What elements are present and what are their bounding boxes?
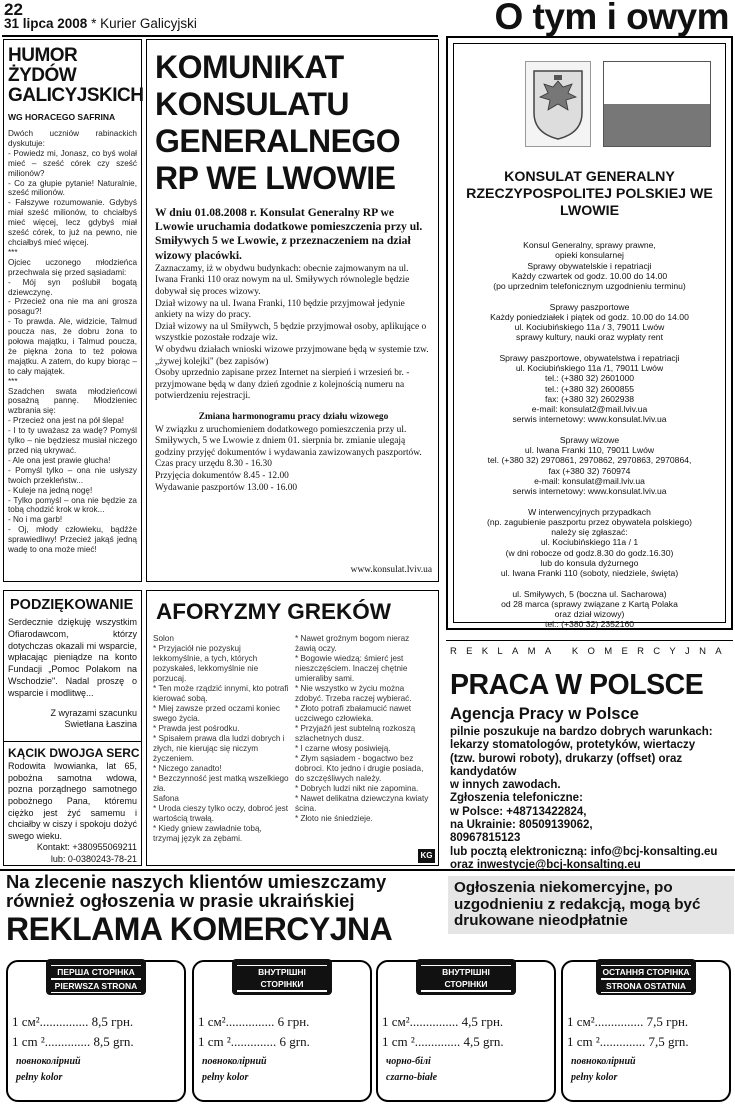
humor-author: WG HORACEGO SAFRINA bbox=[8, 112, 116, 122]
humor-title: HUMOR ŻYDÓW GALICYJSKICH bbox=[8, 45, 144, 106]
konsulat-inner-frame bbox=[453, 43, 726, 630]
price-card-tab bbox=[596, 959, 696, 995]
tab-pl: STRONA OSTATNIA bbox=[601, 979, 691, 993]
tab-ua: ВНУТРІШНІ СТОРІНКИ bbox=[421, 965, 511, 991]
price-card-tab bbox=[46, 959, 146, 995]
praca-body: pilnie poszukuje na bardzo dobrych warunkach: lekarzy stomatologów, protetyków, wiertaczy (tzw. burowi roboty), drukarzy (offset) oraz kandydatów w innych zawodach. Zgłoszenia telefoniczne: w Polsce: +48713422824, na Ukrainie: 80509139062, 80967815123 lub pocztą elektroniczną: info@bcj-konsalting.eu oraz inwestycje@bcj-konsalting.eu bbox=[450, 726, 718, 871]
tab-ua: ОСТАННЯ СТОРІНКА bbox=[602, 967, 690, 977]
thanks-signature-line1: Z wyrazami szacunku bbox=[50, 707, 137, 718]
kacik-contact-2: lub: 0-0380243-78-21 bbox=[50, 853, 137, 864]
humor-article bbox=[3, 39, 142, 582]
thanks-title: PODZIĘKOWANIE bbox=[10, 597, 134, 613]
aforyzmy-title: AFORYZMY GREKÓW bbox=[156, 599, 391, 624]
price-card-tab bbox=[416, 959, 516, 1015]
tab-ua: ПЕРША СТОРІНКА bbox=[51, 965, 141, 979]
price-uah: 1 см²............... 7,5 грн. bbox=[567, 1014, 689, 1029]
tab-pl: STRONY WEWNĘTRZNE bbox=[237, 991, 327, 1017]
thanks-text: Serdecznie dziękuję wszystkim Ofiarodawcom, którzy dotychczas okazali mi wsparcie, wpłacając pieniądze na konto Fundacji „Pomoc Polakom na Wschodzie". Nadal proszę o wsparcie i modlitwę... bbox=[8, 617, 137, 698]
komunikat-article bbox=[146, 39, 439, 582]
color-note: чорно-білі czarno-białe bbox=[386, 1056, 438, 1083]
tab-pl: STRONY WEWNĘTRZNE bbox=[421, 991, 511, 1017]
thanks-signature-line2: Swietłana Łaszina bbox=[64, 719, 137, 730]
komunikat-lead bbox=[155, 206, 432, 263]
komunikat-body2: W związku z uruchomieniem dodatkowego pomieszczenia przy ul. Smiływych, 5 we Lwowie z dniem 01. sierpnia br. zmianie ulegają godziny przyjęć dokumentów i wydawania zawizowanych paszportów. Czas pracy urzędu 8.30 - 16.30 Przyjęcia dokumentów 8.45 - 12.00 Wydawanie paszportów 13.00 - 16.00 bbox=[155, 424, 422, 493]
date-separator: * bbox=[91, 16, 97, 31]
divider bbox=[4, 741, 141, 742]
aforyzmy-col-2: * Nawet groźnym bogom nieraz żawią oczy. * Bogowie wiedzą: śmierć jest nieszczęściem. Inaczej chętnie umieraliby sami. * Nie wszystko w życiu można zdobyć. Trzeba raczej wybierać. * Złoto potrafi zbałamucić nawet uczciwego człowieka. * Przyjaźń jest subtelną rozkoszą szlachetnych dusz. * I czarne włosy posiwieją. * Złym sąsiadem - bogactwo bez dobroci. Kto jedno i drugie posiada, do szczęśliwych należy. * Dobrych ludzi nikt nie zapomina. * Nawet delikatna dziewczyna kwiaty ścina. * Złoto nie śniedzieje. bbox=[295, 634, 429, 823]
thanks-signature bbox=[8, 708, 137, 732]
polish-flag-icon bbox=[603, 61, 711, 147]
konsulat-contacts: Konsul Generalny, sprawy prawne, opieki konsularnej Sprawy obywatelskie i repatriacji Każdy czwartek od godz. 10.00 do 14.00 (po uprzednim telefonicznym uzgodnieniu terminu) Sprawy paszportowe Każdy poniedziałek i piątek od godz. 10.00 do 14.00 ul. Kociubińskiego 11a / 3, 79011 Lwów sprawy kultury, nauki oraz wypłaty rent Sprawy paszportowe, obywatelstwa i repatriacji ul. Kociubińskiego 11a /1, 79011 Lwów tel.: (+380 32) 2601000 tel.: (+380 32) 2600855 fax: (+380 32) 2602938 e-mail: konsulat2@mail.lviv.ua serwis internetowy: www.konsulat.lviv.ua Sprawy wizowe ul. Iwana Franki 110, 79011 Lwów tel. (+380 32) 2970861, 2970862, 2970863, 2970864, fax (+380 32) 760974 e-mail: konsulat@mail.lviv.ua serwis internetowy: www.konsulat.lviv.ua W interwencyjnych przypadkach (np. zagubienie paszportu przez obywatela polskiego) należy się zgłaszać: ul. Kociubińskiego 11a / 1 (w dni robocze od godz.8.30 do godz.16.30) lub do konsula dyżurnego ul. Iwana Franki 110 (soboty, niedziele, święta) ul. Smiływych, 5 (boczna ul. Sacharowa) od 28 marca (sprawy związane z Kartą Polaka oraz dział wizowy) tel.: (+380 32) 2352160 bbox=[487, 240, 692, 630]
non-commercial-note: Ogłoszenia niekomercyjne, po uzgodnieniu z redakcją, mogą być drukowane nieodpłatnie bbox=[448, 876, 734, 934]
kacik-contact-1: Kontakt: +380955069211 bbox=[36, 842, 137, 853]
color-note: повноколірний pełny kolor bbox=[202, 1056, 267, 1083]
aforyzmy-columns bbox=[153, 634, 432, 844]
issue-date: 31 lipca 2008 bbox=[4, 16, 88, 31]
price-card-inner-pages-color bbox=[192, 960, 372, 1102]
color-note: повноколірний pełny kolor bbox=[16, 1056, 81, 1083]
komunikat-body: Zaznaczamy, iż w obydwu budynkach: obecnie zajmowanym na ul. Iwana Franki 110 oraz nowym na ul. Smiływych równolegle będzie dobywał się proces wizowy. Dział wizowy na ul. Iwana Franki, 110 będzie przyjmował jedynie ankiety na wizy do pracy. Dział wizowy na ul Smiływch, 5 będzie przyjmował osoby, aplikujące o wszystkie pozostałe rodzaje wiz. W obydwu działach wnioski wizowe przyjmowane będą w systemie tzw. „żywej kolejki" (bez zapisów) Osoby uprzednio zapisane przez Internet na sierpień i wrzesień br. - przyjmowane będą w dany dzień zgodnie z kolejnością numeru na potwierdzeniu rejestracji. bbox=[155, 263, 429, 402]
praca-title: PRACA W POLSCE bbox=[450, 669, 704, 701]
praca-agency: Agencja Pracy w Polsce bbox=[450, 705, 639, 723]
color-note: повноколірний pełny kolor bbox=[571, 1056, 636, 1083]
humor-text: Dwóch uczniów rabinackich dyskutuje: - Powiedz mi, Jonasz, co byś wolał mieć – sześć córek czy sześć milionów? - Co za głupie pytanie! Naturalnie, sześć milionów. - Fałszywe rozumowanie. Gdybyś miał sześć milionów, to chciałbyś mieć więcej, lecz gdybyś miał sześć córek, to już na pewno, nie chciałbyś mieć więcej. *** Ojciec uczonego młodzieńca przechwala się przed sąsiadami: - Mój syn poślubił bogatą dziewczynę. - Przecież ona nie ma ani grosza posagu?! - To prawda. Ale, widzicie, Talmud poucza nas, że dobru żona to połowa majątku, i Talmud poucza, że piękna żona to też połowa majątku. A zatem, do kupy biorąc – to cały majątek. *** Szadchen swata młodzieńcowi posażną pannę. Młodzieniec wzbrania się: - Przecież ona jest na pół ślepa! - I to ty uważasz za wadę? Pomyśl tylko – nie będziesz musiał niczego przed nią ukrywać. - Ale ona jest prawie głucha! - Pomyśl tylko – ona nie usłyszy twoich przekleństw... - Kuleje na jedną nogę! - Tylko pomyśl – ona nie będzie za tobą chodzić krok w krok... - No i ma garb! - Oj, młody człowieku, bądźże sprawiedliwy! Przecież jakąś jedną wadę to ona może mieć! bbox=[8, 129, 137, 555]
price-grn: 1 cm ².............. 8,5 grn. bbox=[12, 1034, 134, 1049]
price-card-inner-pages-bw bbox=[376, 960, 556, 1102]
polish-eagle-emblem-icon bbox=[525, 61, 591, 147]
issue-date-line bbox=[4, 16, 197, 31]
price-uah: 1 см²............... 4,5 грн. bbox=[382, 1014, 504, 1029]
tab-ua: ВНУТРІШНІ СТОРІНКИ bbox=[237, 965, 327, 991]
commercial-ad-label: REKLAMA KOMERCYJNA bbox=[450, 646, 731, 657]
kacik-title: KĄCIK DWOJGA SERC bbox=[8, 746, 140, 761]
aforyzmy-col-1: Solon * Przyjaciół nie pozyskuj lekkomyślnie, a tych, których pozyskałeś, lekkomyślnie nie porzucaj. * Ten może rządzić innymi, kto potrafi kierować sobą. * Miej zawsze przed oczami koniec swego życia. * Prawda jest pośrodku. * Spisałem prawa dla ludzi dobrych i złych, nie kierując się niczym życzeniem. * Niczego zanadto! * Bezczynność jest matką wszelkiego zła. Safona * Uroda cieszy tylko oczy, dobroć jest wartością trwałą. * Kiedy gniew zawładnie tobą, trzymaj język za zębami. bbox=[153, 634, 289, 843]
komunikat-title: KOMUNIKAT KONSULATU GENERALNEGO RP WE LWOWIE bbox=[155, 49, 401, 196]
section-title: O tym i owym bbox=[494, 0, 729, 37]
price-card-last-page bbox=[561, 960, 731, 1102]
price-card-first-page bbox=[6, 960, 186, 1102]
komunikat-subtitle: Zmiana harmonogramu pracy działu wizowego bbox=[198, 411, 389, 422]
tab-pl: PIERWSZA STRONA bbox=[51, 979, 141, 993]
price-grn: 1 cm ².............. 6 grn. bbox=[198, 1034, 310, 1049]
price-grn: 1 cm ².............. 4,5 grn. bbox=[382, 1034, 504, 1049]
komunikat-lead-text: W dniu 01.08.2008 r. Konsulat Generalny RP we Lwowie uruchamia dodatkowe pomieszczenia przy ul. Smiływych 5 we Lwowie, z przeznaczeniem na dział wizowy placówki. bbox=[155, 206, 423, 262]
konsulat-title: KONSULAT GENERALNY RZECZYPOSPOLITEJ POLSKIEJ WE LWOWIE bbox=[466, 169, 713, 219]
price-uah: 1 см²............... 6 грн. bbox=[198, 1014, 310, 1029]
price-grn: 1 cm ².............. 7,5 grn. bbox=[567, 1034, 689, 1049]
aforyzmy-article bbox=[146, 590, 439, 866]
reklama-komercyjna-title: REKLAMA KOMERCYJNA bbox=[6, 911, 393, 947]
komunikat-website: www.konsulat.lviv.ua bbox=[350, 565, 432, 575]
paper-name: Kurier Galicyjski bbox=[100, 16, 197, 31]
konsulat-box bbox=[446, 36, 733, 630]
price-card-tab bbox=[232, 959, 332, 1015]
price-uah: 1 см²............... 8,5 грн. bbox=[12, 1014, 134, 1029]
kg-logo: KG bbox=[418, 849, 435, 863]
thanks-and-dating-box bbox=[3, 590, 142, 866]
page-number: 22 bbox=[4, 0, 23, 19]
praca-advert bbox=[446, 640, 733, 871]
header-rule bbox=[2, 35, 438, 37]
ukrainian-press-ad-text: Na zlecenie naszych klientów umieszczamy również ogłoszenia w prasie ukraińskiej bbox=[6, 871, 387, 911]
kacik-text: Rodowita lwowianka, lat 65, pobożna samotna wdowa, pozna porządnego samotnego pobożnego Pana, któremu ciężko jest żyć samemu i chciałby w ciszy i spokoju dożyć swego wieku. bbox=[8, 761, 137, 841]
